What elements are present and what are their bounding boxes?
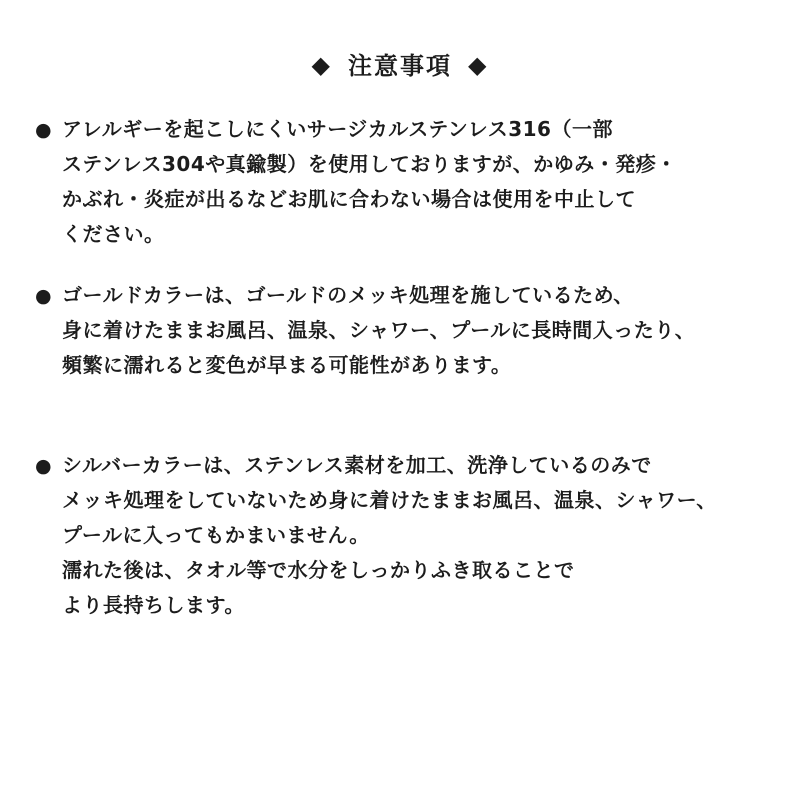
diamond-icon: ◆: [311, 51, 332, 79]
page-title: [0, 50, 800, 82]
diamond-icon: ◆: [468, 51, 489, 79]
notice-line: かぶれ・炎症が出るなどお肌に合わない場合は使用を中止して: [62, 187, 636, 211]
notice-line: 濡れた後は、タオル等で水分をしっかりふき取ることで: [62, 558, 575, 582]
notice-line: メッキ処理をしていないため身に着けたままお風呂、温泉、シャワー、: [62, 488, 717, 512]
bullet-icon: ●: [35, 455, 53, 477]
notice-line: プールに入ってもかまいません。: [62, 523, 370, 547]
notice-line: ください。: [62, 222, 165, 246]
notice-item-gold-color: [35, 278, 765, 383]
page-title-text: 注意事項: [348, 52, 452, 80]
notice-line: より長持ちします。: [62, 593, 245, 617]
notice-line: 頻繁に濡れると変色が早まる可能性があります。: [62, 353, 512, 377]
notice-line: シルバーカラーは、ステンレス素材を加工、洗浄しているのみで: [62, 453, 652, 477]
notice-item-allergy: [35, 112, 765, 252]
notice-item-lines: [62, 278, 765, 383]
bullet-icon: ●: [35, 119, 53, 141]
notice-item-silver-color: [35, 448, 765, 623]
notice-line: 身に着けたままお風呂、温泉、シャワー、プールに長時間入ったり、: [62, 318, 696, 342]
notice-line: ステンレス304や真鍮製）を使用しておりますが、かゆみ・発疹・: [62, 152, 677, 176]
notice-item-lines: [62, 448, 765, 623]
notice-line: ゴールドカラーは、ゴールドのメッキ処理を施しているため、: [62, 283, 634, 307]
notice-line: アレルギーを起こしにくいサージカルステンレス316（一部: [62, 117, 613, 141]
bullet-icon: ●: [35, 285, 53, 307]
notice-item-lines: [62, 112, 765, 252]
